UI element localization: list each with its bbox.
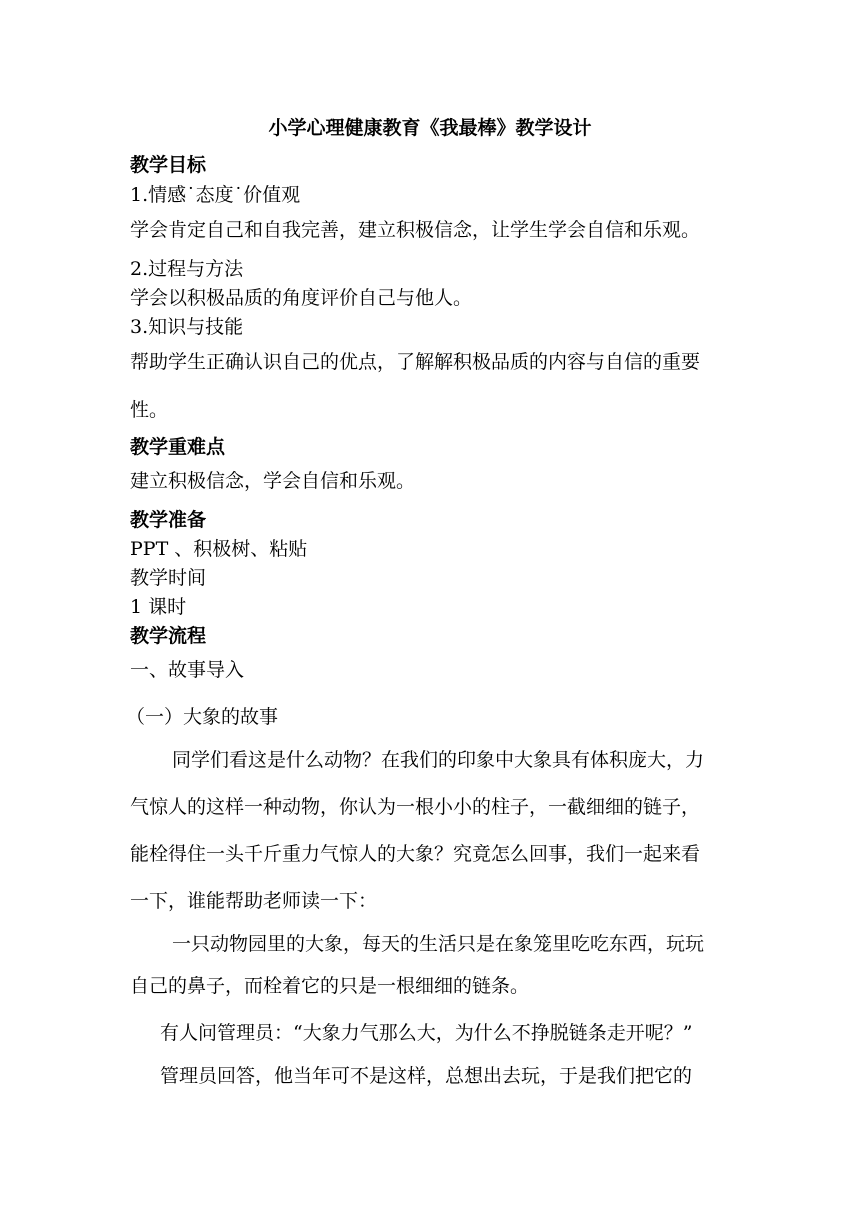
process-heading: 教学流程 bbox=[130, 625, 207, 647]
objective-3-text-line-2: 性。 bbox=[130, 399, 169, 421]
objective-3-label: 3.知识与技能 bbox=[130, 316, 244, 338]
key-points-heading: 教学重难点 bbox=[130, 436, 226, 458]
preparation-heading: 教学准备 bbox=[130, 509, 207, 531]
preparation-text: PPT 、积极树、粘贴 bbox=[130, 538, 308, 560]
part-1-subheading: （一）大象的故事 bbox=[126, 706, 279, 728]
paragraph-1-line-4: 一下，谁能帮助老师读一下： bbox=[130, 890, 378, 912]
document-title: 小学心理健康教育《我最棒》教学设计 bbox=[268, 117, 592, 139]
objective-2-label: 2.过程与方法 bbox=[130, 258, 244, 280]
time-text: 1 课时 bbox=[130, 596, 187, 618]
paragraph-3-line-1: 有人问管理员：“大象力气那么大，为什么不挣脱链条走开呢？” bbox=[160, 1022, 693, 1044]
paragraph-1-line-2: 气惊人的这样一种动物，你认为一根小小的柱子，一截细细的链子， bbox=[130, 796, 701, 818]
paragraph-2-line-1: 一只动物园里的大象，每天的生活只是在象笼里吃吃东西，玩玩 bbox=[172, 933, 705, 955]
time-heading: 教学时间 bbox=[130, 567, 207, 589]
paragraph-1-line-3: 能栓得住一头千斤重力气惊人的大象？究竟怎么回事，我们一起来看 bbox=[130, 843, 701, 865]
objective-2-text: 学会以积极品质的角度评价自己与他人。 bbox=[130, 287, 473, 309]
objective-1-label: 1.情感˙态度˙价值观 bbox=[130, 184, 301, 206]
paragraph-2-line-2: 自己的鼻子，而栓着它的只是一根细细的链条。 bbox=[130, 975, 530, 997]
objective-3-text-line-1: 帮助学生正确认识自己的优点，了解解积极品质的内容与自信的重要 bbox=[130, 351, 701, 373]
key-points-text: 建立积极信念，学会自信和乐观。 bbox=[130, 470, 416, 492]
objective-1-text: 学会肯定自己和自我完善，建立积极信念，让学生学会自信和乐观。 bbox=[130, 219, 701, 241]
paragraph-4-line-1: 管理员回答，他当年可不是这样，总想出去玩，于是我们把它的 bbox=[160, 1065, 693, 1087]
objectives-heading: 教学目标 bbox=[130, 154, 207, 176]
part-1-heading: 一、故事导入 bbox=[130, 659, 245, 681]
paragraph-1-line-1: 同学们看这是什么动物？在我们的印象中大象具有体积庞大，力 bbox=[172, 749, 705, 771]
